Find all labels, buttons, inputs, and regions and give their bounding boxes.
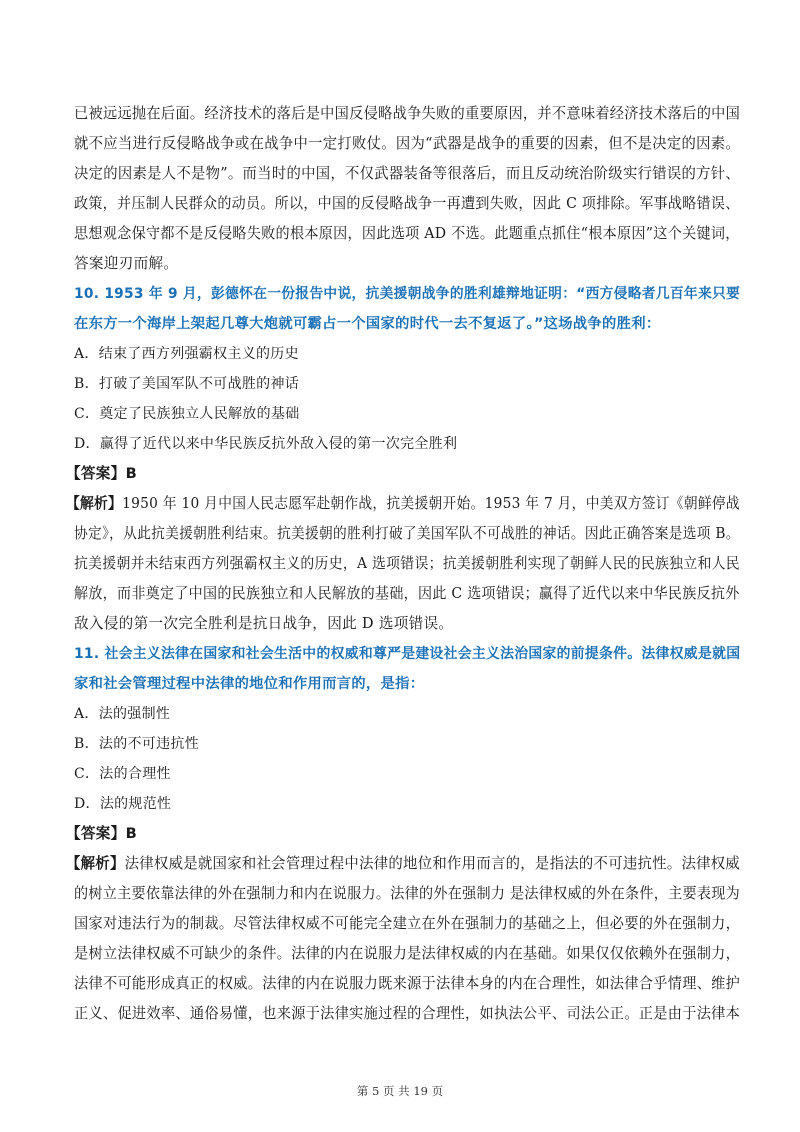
analysis-label: 【解析】	[66, 495, 123, 512]
paragraph-line: 政策，并压制人民群众的动员。所以，中国的反侵略战争一再遭到失败，因此 C 项排除。军事战略错误、	[74, 195, 740, 212]
question-10-option-a: A．结束了西方列强霸权主义的历史	[74, 346, 299, 362]
analysis-line: 的树立主要依靠法律的外在强制力和内在说服力。法律的外在强制力 是法律权威的外在条件，主要表现为	[74, 885, 741, 902]
question-10-option-c: C．奠定了民族独立人民解放的基础	[74, 406, 300, 422]
paragraph-line: 决定的因素是人不是物”。而当时的中国，不仅武器装备等很落后，而且反动统治阶级实行错误的方针、	[74, 165, 740, 182]
analysis-label: 【解析】	[66, 855, 125, 872]
analysis-line: 正义、促进效率、通俗易懂，也来源于法律实施过程的合理性，如执法公平、司法公正。正是由于法律本	[74, 1005, 741, 1022]
paragraph-line: 思想观念保守都不是反侵略失败的根本原因，因此选项 AD 不选。此题重点抓住“根本原因”这个关键词，	[74, 225, 740, 242]
question-11-option-d: D．法的规范性	[74, 796, 172, 812]
question-10-option-b: B．打破了美国军队不可战胜的神话	[74, 376, 300, 392]
question-11-option-c: C．法的合理性	[74, 766, 171, 782]
analysis-line: 解放，而非奠定了中国的民族独立和人民解放的基础，因此 C 选项错误；赢得了近代以来中华民族反抗外	[74, 585, 740, 602]
analysis-line: 抗美援朝并未结束西方列强霸权主义的历史，A 选项错误；抗美援朝胜利实现了朝鲜人民的民族独立和人民	[74, 555, 740, 572]
question-10-text: 在东方一个海岸上架起几尊大炮就可霸占一个国家的时代一去不复返了。”这场战争的胜利：	[74, 316, 661, 332]
question-11-text: 家和社会管理过程中法律的地位和作用而言的，是指：	[74, 676, 425, 692]
page-number: 第 5 页 共 19 页	[356, 1084, 444, 1098]
question-10-analysis	[66, 495, 740, 513]
analysis-line: 法律不可能形成真正的权威。法律的内在说服力既来源于法律本身的内在合理性，如法律合乎情理、维护	[74, 975, 741, 992]
answer-label: 【答案】	[66, 465, 126, 482]
analysis-line: 国家对违法行为的制裁。尽管法律权威不可能完全建立在外在强制力的基础之上，但必要的外在强制力，	[74, 915, 741, 932]
analysis-text: 法律权威是就国家和社会管理过程中法律的地位和作用而言的，是指法的不可违抗性。法律权威	[124, 855, 741, 872]
question-10-text: 10. 1953 年 9 月，彭德怀在一份报告中说，抗美援朝战争的胜利雄辩地证明：“西方侵略者几百年来只要	[74, 286, 741, 302]
paragraph-line: 答案迎刃而解。	[74, 255, 179, 272]
question-11-analysis	[66, 855, 740, 873]
question-11-text: 11. 社会主义法律在国家和社会生活中的权威和尊严是建设社会主义法治国家的前提条件。法律权威是就国	[74, 646, 741, 662]
analysis-line: 是树立法律权威不可缺少的条件。法律的内在说服力是法律权威的内在基础。如果仅仅依赖外在强制力，	[74, 945, 741, 962]
answer-label: 【答案】	[66, 825, 126, 842]
answer-value: B	[125, 465, 138, 482]
question-10-option-d: D．赢得了近代以来中华民族反抗外敌入侵的第一次完全胜利	[74, 436, 458, 452]
analysis-text: 1950 年 10 月中国人民志愿军赴朝作战，抗美援朝开始。1953 年 7 月，中美双方签订《朝鲜停战	[122, 495, 740, 512]
question-11-option-b: B．法的不可违抗性	[74, 736, 199, 752]
question-11-option-a: A．法的强制性	[74, 706, 171, 722]
analysis-line: 协定》，从此抗美援朝胜利结束。抗美援朝的胜利打破了美国军队不可战胜的神话。因此正确答案是选项 B。	[74, 525, 740, 542]
question-10-answer	[66, 465, 137, 483]
answer-value: B	[125, 825, 138, 842]
analysis-line: 敌入侵的第一次完全胜利是抗日战争，因此 D 选项错误。	[74, 615, 454, 632]
question-11-answer	[66, 825, 137, 843]
paragraph-line: 就不应当进行反侵略战争或在战争中一定打败仗。因为“武器是战争的重要的因素，但不是决定的因素。	[74, 135, 740, 152]
paragraph-line: 已被远远抛在后面。经济技术的落后是中国反侵略战争失败的重要原因，并不意味着经济技术落后的中国	[74, 105, 741, 122]
